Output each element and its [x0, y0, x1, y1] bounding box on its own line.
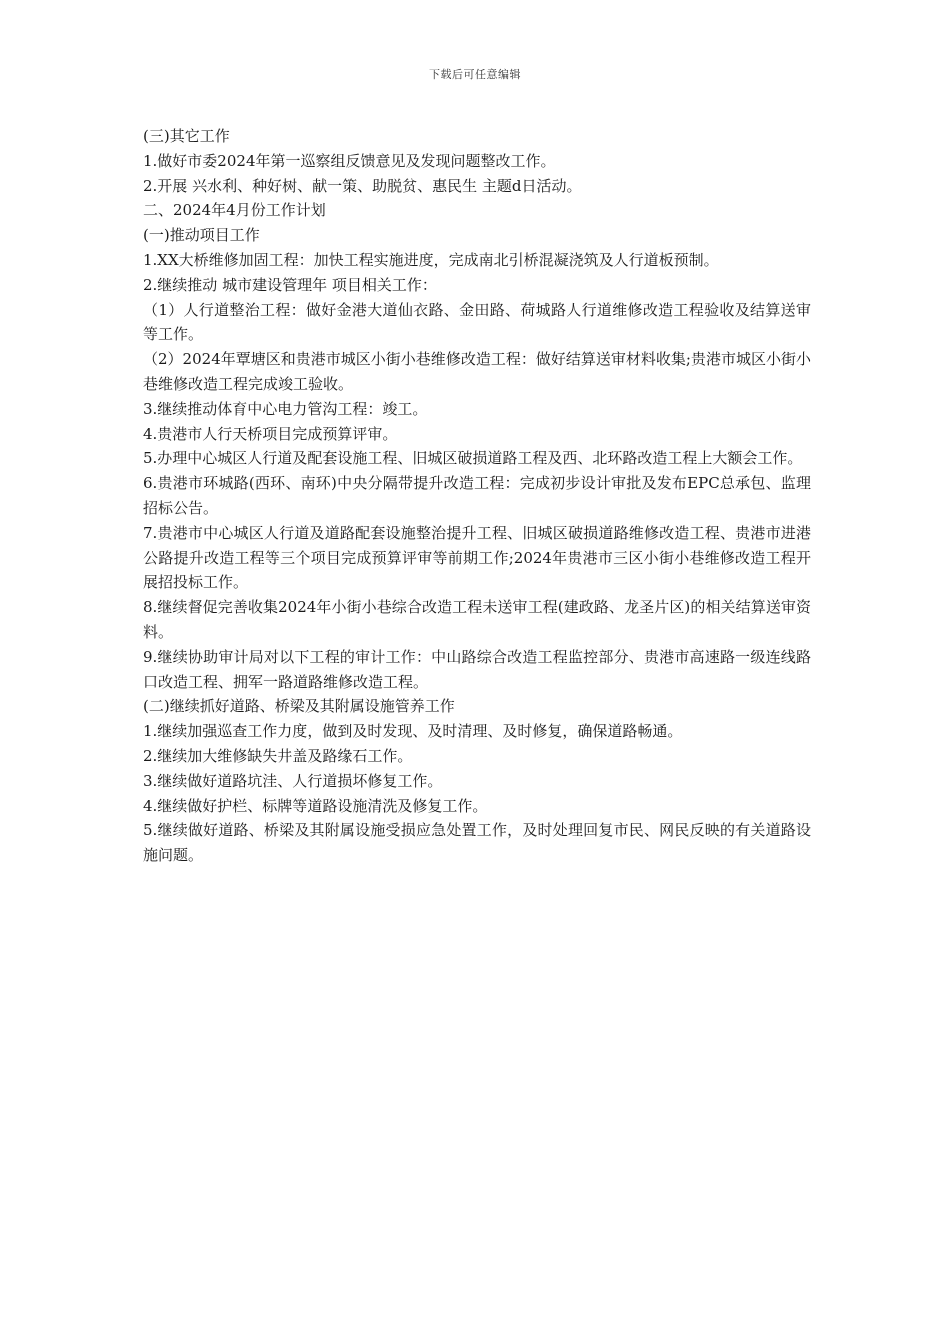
paragraph: 7.贵港市中心城区人行道及道路配套设施整治提升工程、旧城区破损道路维修改造工程、贵港市进港公路提升改造工程等三个项目完成预算评审等前期工作;2024年贵港市三区小街小巷维修改造工程开展招投标工作。 [143, 523, 811, 592]
paragraph: （2）2024年覃塘区和贵港市城区小街小巷维修改造工程：做好结算送审材料收集;贵港市城区小街小巷维修改造工程完成竣工验收。 [143, 350, 811, 393]
paragraph: 6.贵港市环城路(西环、南环)中央分隔带提升改造工程：完成初步设计审批及发布EPC总承包、监理招标公告。 [143, 474, 811, 517]
paragraph: 5.办理中心城区人行道及配套设施工程、旧城区破损道路工程及西、北环路改造工程上大额会工作。 [143, 449, 803, 468]
document-body [143, 124, 811, 868]
paragraph: 4.贵港市人行天桥项目完成预算评审。 [143, 424, 398, 443]
section-heading-maintenance: (二)继续抓好道路、桥梁及其附属设施管养工作 [143, 697, 455, 716]
paragraph: 9.继续协助审计局对以下工程的审计工作：中山路综合改造工程监控部分、贵港市高速路一级连线路口改造工程、拥军一路道路维修改造工程。 [143, 647, 811, 691]
paragraph: 1.做好市委2024年第一巡察组反馈意见及发现问题整改工作。 [143, 151, 556, 170]
paragraph: 4.继续做好护栏、标牌等道路设施清洗及修复工作。 [143, 796, 488, 815]
paragraph: 5.继续做好道路、桥梁及其附属设施受损应急处置工作，及时处理回复市民、网民反映的有关道路设施问题。 [143, 821, 811, 865]
paragraph: 3.继续做好道路坑洼、人行道损坏修复工作。 [143, 771, 443, 790]
header-note: 下载后可任意编辑 [429, 68, 521, 81]
section-heading-april-plan: 二、2024年4月份工作计划 [143, 201, 326, 220]
paragraph: 8.继续督促完善收集2024年小街小巷综合改造工程未送审工程(建政路、龙圣片区)的相关结算送审资料。 [143, 598, 811, 641]
paragraph: 1.继续加强巡查工作力度，做到及时发现、及时清理、及时修复，确保道路畅通。 [143, 722, 683, 741]
paragraph: 2.继续加大维修缺失井盖及路缘石工作。 [143, 746, 413, 765]
paragraph: 3.继续推动体育中心电力管沟工程：竣工。 [143, 399, 428, 418]
section-heading-project-work: (一)推动项目工作 [143, 226, 260, 245]
paragraph: （1）人行道整治工程：做好金港大道仙衣路、金田路、荷城路人行道维修改造工程验收及结算送审等工作。 [143, 300, 811, 344]
paragraph: 2.开展 兴水利、种好树、献一策、助脱贫、惠民生 主题d日活动。 [143, 176, 582, 195]
paragraph: 2.继续推动 城市建设管理年 项目相关工作： [143, 275, 437, 294]
paragraph: 1.XX大桥维修加固工程：加快工程实施进度，完成南北引桥混凝浇筑及人行道板预制。 [143, 250, 719, 269]
section-heading-other-work: (三)其它工作 [143, 127, 230, 145]
